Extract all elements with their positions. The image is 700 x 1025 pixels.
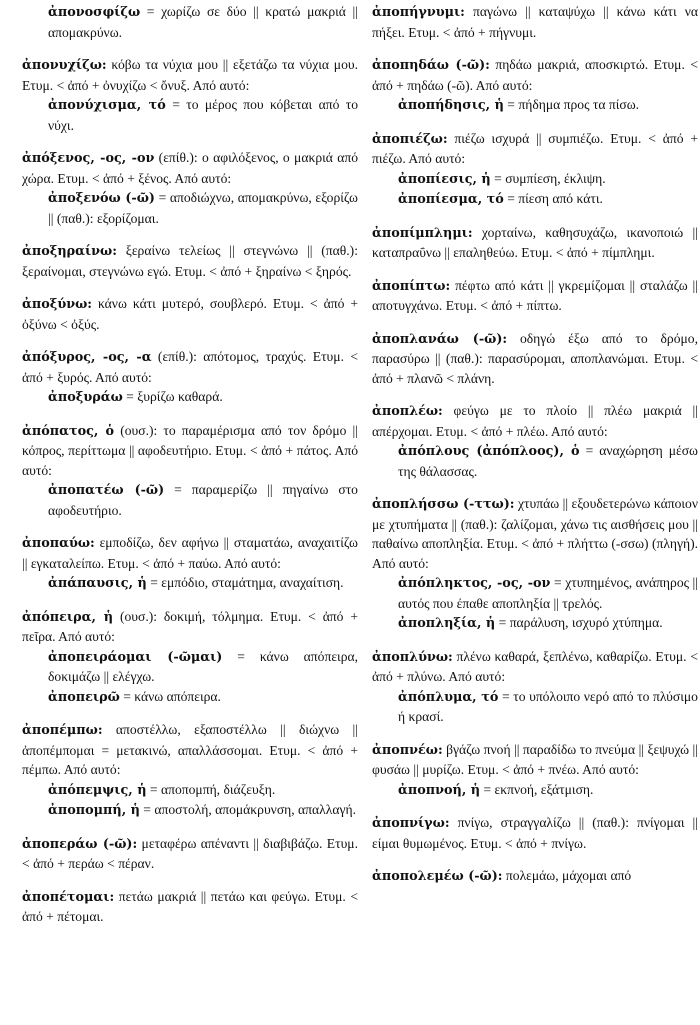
sub-entry-text: = το μέρος που κόβεται από το νύχι. <box>48 97 358 133</box>
entry-headword: ἀποπίπτω: <box>372 278 451 294</box>
entry-text: χτυπάω || εξουδετερώνω κάποιον με χτυπήματα || (παθ.): ζαλίζομαι, χάνω τις αισθήσεις μου || παθαίνω αποπληξία. Ετυμ. < ἀπό + πλήττω (-σσω) (πληγή). Από αυτό: <box>372 496 699 571</box>
sub-entry-headword: ἀπόπλυμα, τό <box>398 689 499 705</box>
entry-definition <box>22 533 358 573</box>
entry-headword: ἀποπλανάω (-ῶ): <box>372 331 508 347</box>
dictionary-entry <box>372 329 698 389</box>
entry-definition <box>372 55 698 95</box>
entry-headword: ἀποπήγνυμι: <box>372 5 465 20</box>
sub-entry-text: = το υπόλοιπο νερό από το πλύσιμο ή κρασί. <box>398 688 698 724</box>
sub-entry <box>48 780 358 801</box>
sub-entry-text: = κάνω απόπειρα, δοκιμάζω || ελέγχω. <box>48 648 358 684</box>
sub-entry <box>398 687 698 727</box>
sub-entry <box>48 188 358 228</box>
sub-entry <box>48 647 358 687</box>
entry-definition <box>22 294 358 334</box>
sub-entry-headword: ἀπονύχισμα, τό <box>48 98 166 113</box>
dictionary-entry <box>372 647 698 727</box>
entry-text: πηδάω μακριά, αποσκιρτώ. Ετυμ. < ἀπό + πηδάω (-ῶ). Από αυτό: <box>372 57 698 93</box>
left-column <box>22 2 358 940</box>
dictionary-entry <box>22 148 358 228</box>
sub-entry <box>398 169 698 190</box>
dictionary-entry <box>372 401 698 481</box>
dictionary-entry <box>22 2 358 42</box>
entry-definition <box>372 647 698 687</box>
sub-entry-headword: ἀποπίεσις, ἡ <box>398 171 491 187</box>
entry-definition <box>22 834 358 874</box>
entry-headword: ἀποπέμπω: <box>22 723 103 738</box>
sub-entry <box>48 800 358 821</box>
sub-entry-headword: ἀποπατέω (-ῶ) <box>48 483 165 498</box>
sub-entry <box>398 780 698 801</box>
sub-entry <box>398 613 698 634</box>
entry-definition <box>372 740 698 780</box>
dictionary-entry <box>22 294 358 334</box>
dictionary-entry <box>372 276 698 316</box>
entry-headword: ἀποπηδάω (-ῶ): <box>372 58 490 73</box>
sub-entry-headword: ἀπόπλους (ἀπόπλοος), ὁ <box>398 444 580 459</box>
entry-headword: ἀποπαύω: <box>22 536 95 551</box>
sub-entry-headword: ἀποπειράομαι (-ῶμαι) <box>48 649 223 665</box>
sub-entry <box>398 573 698 613</box>
entry-headword: ἀποπλύνω: <box>372 649 453 665</box>
entry-definition <box>372 276 698 316</box>
entry-text: κάνω κάτι μυτερό, σουβλερό. Ετυμ. < ἀπό + ὀξύνω < ὀξύς. <box>22 296 358 332</box>
entry-definition <box>22 720 358 780</box>
entry-definition <box>372 813 698 853</box>
dictionary-entry <box>372 129 698 210</box>
entry-text: πνίγω, στραγγαλίζω || (παθ.): πνίγομαι || είμαι θυμωμένος. Ετυμ. < ἀπό + πνίγω. <box>372 815 698 851</box>
sub-entry-text: = εμπόδιο, σταμάτημα, αναχαίτιση. <box>146 575 344 590</box>
sub-entry-headword: ἀποπνοή, ἡ <box>398 782 481 798</box>
dictionary-entry <box>22 347 358 408</box>
sub-entry-text: = αποδιώχνω, απομακρύνω, εξορίζω || (παθ.): εξορίζομαι. <box>48 190 358 226</box>
entry-definition <box>372 329 698 389</box>
entry-headword: ἀποπεράω (-ῶ): <box>22 836 138 852</box>
entry-text: φεύγω με το πλοίο || πλέω μακριά || απέρχομαι. Ετυμ. < ἀπό + πλέω. Από αυτό: <box>372 403 698 439</box>
entry-headword: ἀποπίμπλημι: <box>372 225 473 241</box>
dictionary-entry <box>372 866 698 887</box>
sub-entry-text: = εκπνοή, εξάτμιση. <box>480 781 594 797</box>
sub-entry <box>48 95 358 135</box>
sub-entry <box>48 387 358 408</box>
dictionary-entry <box>22 607 358 708</box>
entry-text: αποστέλλω, εξαποστέλλω || διώχνω || ἀποπέμπομαι = μετακινώ, απαλλάσσομαι. Ετυμ. < ἀπό + πέμπω. Από αυτό: <box>22 722 358 777</box>
dictionary-entry <box>372 55 698 116</box>
entry-headword: ἀπόπατος, ὁ <box>22 423 115 439</box>
entry-definition <box>372 2 698 42</box>
dictionary-entry <box>22 720 358 821</box>
sub-entry-headword: ἀπονοσφίζω <box>48 5 141 20</box>
sub-entry <box>48 2 358 42</box>
sub-entry <box>48 480 358 520</box>
entry-definition <box>22 241 358 281</box>
entry-headword: ἀποπλήσσω (-ττω): <box>372 497 515 512</box>
sub-entry <box>48 687 358 708</box>
dictionary-entry <box>372 2 698 42</box>
entry-headword: ἀπόπειρα, ἡ <box>22 609 114 625</box>
dictionary-entry <box>22 533 358 594</box>
sub-entry-text: = πίεση από κάτι. <box>503 191 603 206</box>
dictionary-entry <box>22 241 358 281</box>
entry-text: ξεραίνω τελείως || στεγνώνω || (παθ.): ξεραίνομαι, στεγνώνω εγώ. Ετυμ. < ἀπό + ξηραίνω < ξηρός. <box>22 243 358 279</box>
dictionary-entry <box>372 813 698 853</box>
entry-text: μεταφέρω απέναντι || διαβιβάζω. Ετυμ. < ἀπό + περάω < πέραν. <box>22 835 358 871</box>
entry-definition <box>372 494 698 573</box>
entry-text: κόβω τα νύχια μου || εξετάζω τα νύχια μου. Ετυμ. < ἀπό + ὀνυχίζω < ὄνυξ. Από αυτό: <box>22 57 358 93</box>
sub-entry <box>398 95 698 116</box>
sub-entry-text: = αποστολή, απομάκρυνση, απαλλαγή. <box>139 802 356 817</box>
sub-entry-headword: ἀποξενόω (-ῶ) <box>48 191 155 206</box>
sub-entry-headword: ἀπάπαυσις, ἡ <box>48 576 147 591</box>
sub-entry-headword: ἀποπομπή, ἡ <box>48 803 140 818</box>
sub-entry-text: = χωρίζω σε δύο || κρατώ μακριά || απομακρύνω. <box>48 4 358 40</box>
entry-text: (επίθ.): απότομος, τραχύς. Ετυμ. < ἀπό + ξυρός. Από αυτό: <box>22 349 358 385</box>
entry-definition <box>22 887 358 927</box>
entry-definition <box>22 607 358 647</box>
entry-headword: ἀποπιέζω: <box>372 131 448 147</box>
entry-headword: ἀποπνίγω: <box>372 816 450 831</box>
entry-text: πετάω μακριά || πετάω και φεύγω. Ετυμ. < ἀπό + πέτομαι. <box>22 888 358 924</box>
sub-entry-headword: ἀπόπεμψις, ἡ <box>48 782 147 798</box>
entry-text: οδηγώ έξω από το δρόμο, παρασύρω || (παθ.): παρασύρομαι, αποπλανώμαι. Ετυμ. < ἀπό + πλανῶ < πλάνη. <box>372 330 698 386</box>
entry-definition <box>22 347 358 387</box>
sub-entry-text: = παραμερίζω || πηγαίνω στο αφοδευτήριο. <box>48 482 358 518</box>
sub-entry-headword: ἀποπήδησις, ἡ <box>398 98 504 113</box>
entry-text: εμποδίζω, δεν αφήνω || σταματάω, αναχαιτίζω || εγκαταλείπω. Ετυμ. < ἀπό + παύω. Από αυτό: <box>22 535 358 571</box>
sub-entry-text: = συμπίεση, έκλιψη. <box>490 170 606 186</box>
sub-entry-text: = χτυπημένος, ανάπηρος || αυτός που έπαθε αποπληξία || τρελός. <box>398 575 698 611</box>
dictionary-entry <box>22 55 358 135</box>
sub-entry-text: = αποπομπή, διάζευξη. <box>146 781 276 797</box>
entry-headword: ἀποπέτομαι: <box>22 889 115 905</box>
entry-definition <box>22 55 358 95</box>
entry-text: (ουσ.): δοκιμή, τόλμημα. Ετυμ. < ἀπό + πεῖρα. Από αυτό: <box>22 608 358 644</box>
entry-headword: ἀποξηραίνω: <box>22 244 117 259</box>
entry-headword: ἀπόξενος, -ος, -ον <box>22 151 155 166</box>
entry-headword: ἀποπλέω: <box>372 404 443 419</box>
sub-entry-headword: ἀποπίεσμα, τό <box>398 192 504 207</box>
entry-definition <box>372 401 698 441</box>
sub-entry <box>398 441 698 481</box>
dictionary-entry <box>22 421 358 521</box>
entry-text: χορταίνω, καθησυχάζω, ικανοποιώ || καταπραΰνω || επαληθεύω. Ετυμ. < ἀπό + πίμπλημι. <box>372 224 698 260</box>
entry-text: παγώνω || καταψύχω || κάνω κάτι να πήξει. Ετυμ. < ἀπό + πήγνυμι. <box>372 4 698 40</box>
entry-definition <box>22 148 358 188</box>
sub-entry-text: = πήδημα προς τα πίσω. <box>503 97 640 112</box>
entry-text: πιέζω ισχυρά || συμπιέζω. Ετυμ. < ἀπό + πιέζω. Από αυτό: <box>372 130 698 166</box>
entry-headword: ἀπονυχίζω: <box>22 58 107 73</box>
entry-definition <box>372 866 698 887</box>
entry-definition <box>372 129 698 169</box>
dictionary-entry <box>22 834 358 874</box>
entry-definition <box>372 223 698 263</box>
sub-entry-headword: ἀπόπληκτος, -ος, -ον <box>398 576 551 591</box>
dictionary-entry <box>372 740 698 801</box>
sub-entry-headword: ἀποξυράω <box>48 390 123 405</box>
entry-text: πέφτω από κάτι || γκρεμίζομαι || σταλάζω || αποτυγχάνω. Ετυμ. < ἀπό + πίπτω. <box>372 277 698 313</box>
entry-text: (ουσ.): το παραμέρισμα από τον δρόμο || κόπρος, περίττωμα || αφοδευτήριο. Ετυμ. < ἀπό + πάτος. Από αυτό: <box>22 422 358 478</box>
dictionary-entry <box>372 494 698 634</box>
sub-entry-text: = αναχώρηση μέσω της θάλασσας. <box>398 443 698 479</box>
entry-headword: ἀποξύνω: <box>22 297 92 312</box>
dictionary-entry <box>372 223 698 263</box>
sub-entry <box>48 573 358 594</box>
sub-entry-text: = κάνω απόπειρα. <box>119 688 221 704</box>
sub-entry <box>398 189 698 210</box>
entry-text: βγάζω πνοή || παραδίδω το πνεύμα || ξεψυχώ || φυσάω || μυρίζω. Ετυμ. < ἀπό + πνέω. Από αυτό: <box>372 741 698 777</box>
sub-entry-headword: ἀποπληξία, ἡ <box>398 616 496 631</box>
entry-headword: ἀποπολεμέω (-ῶ): <box>372 869 503 884</box>
entry-headword: ἀποπνέω: <box>372 742 443 758</box>
entry-definition <box>22 421 358 481</box>
entry-text: πλένω καθαρά, ξεπλένω, καθαρίζω. Ετυμ. < ἀπό + πλύνω. Από αυτό: <box>372 648 698 684</box>
entry-text: (επίθ.): ο αφιλόξενος, ο μακριά από χώρα. Ετυμ. < ἀπό + ξένος. Από αυτό: <box>22 150 358 186</box>
entry-headword: ἀπόξυρος, -ος, -α <box>22 350 152 365</box>
sub-entry-headword: ἀποπειρῶ <box>48 689 120 705</box>
sub-entry-text: = παράλυση, ισχυρό χτύπημα. <box>495 615 663 630</box>
dictionary-entry <box>22 887 358 927</box>
right-column <box>372 2 698 900</box>
sub-entry-text: = ξυρίζω καθαρά. <box>122 389 223 404</box>
entry-text: πολεμάω, μάχομαι από <box>502 868 632 883</box>
